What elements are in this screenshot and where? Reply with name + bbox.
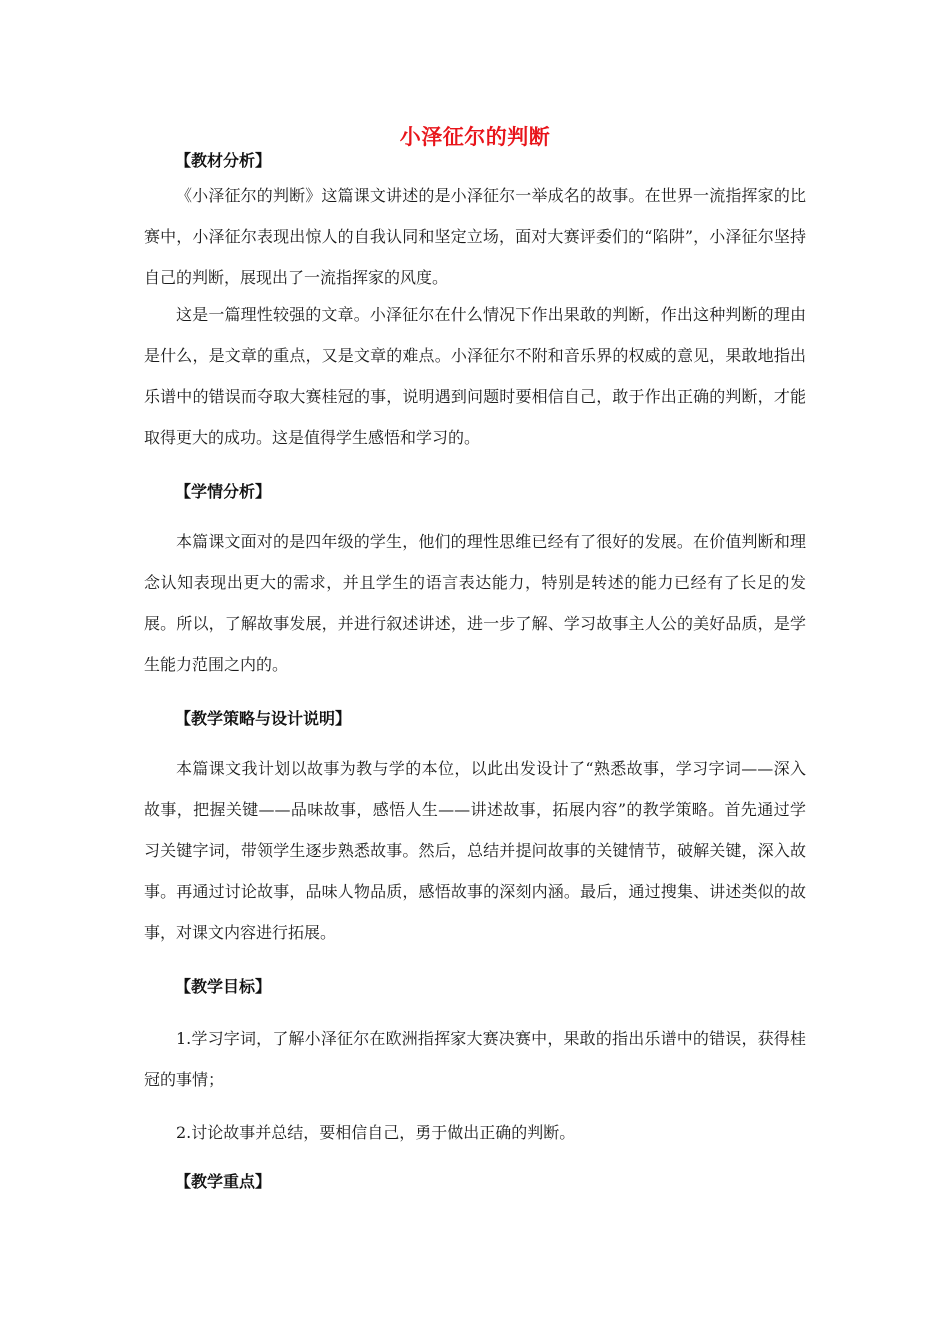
section-heading-student-analysis: 【学情分析】	[175, 482, 272, 501]
paragraph-teaching-goal-1: 1.学习字词，了解小泽征尔在欧洲指挥家大赛决赛中，果敢的指出乐谱中的错误，获得桂冠的事情；	[144, 1029, 806, 1089]
paragraph-textbook-analysis-1: 《小泽征尔的判断》这篇课文讲述的是小泽征尔一举成名的故事。在世界一流指挥家的比赛中，小泽征尔表现出惊人的自我认同和坚定立场，面对大赛评委们的“陷阱”，小泽征尔坚持自己的判断，展现出了一流指挥家的风度。	[144, 186, 806, 287]
paragraph-student-analysis: 本篇课文面对的是四年级的学生，他们的理性思维已经有了很好的发展。在价值判断和理念认知表现出更大的需求，并且学生的语言表达能力，特别是转述的能力已经有了长足的发展。所以，了解故事发展，并进行叙述讲述，进一步了解、学习故事主人公的美好品质，是学生能力范围之内的。	[144, 532, 806, 674]
section-heading-teaching-strategy: 【教学策略与设计说明】	[175, 709, 352, 728]
section-heading-textbook-analysis: 【教材分析】	[175, 151, 272, 170]
section-heading-teaching-goals: 【教学目标】	[175, 977, 272, 996]
document-title: 小泽征尔的判断	[399, 125, 551, 149]
section-heading-teaching-focus: 【教学重点】	[175, 1172, 272, 1191]
paragraph-teaching-strategy: 本篇课文我计划以故事为教与学的本位，以此出发设计了“熟悉故事，学习字词——深入故事，把握关键——品味故事，感悟人生——讲述故事，拓展内容”的教学策略。首先通过学习关键字词，带领学生逐步熟悉故事。然后，总结并提问故事的关键情节，破解关键，深入故事。再通过讨论故事，品味人物品质，感悟故事的深刻内涵。最后，通过搜集、讲述类似的故事，对课文内容进行拓展。	[144, 759, 806, 942]
paragraph-teaching-goal-2: 2.讨论故事并总结，要相信自己，勇于做出正确的判断。	[176, 1123, 576, 1142]
paragraph-textbook-analysis-2: 这是一篇理性较强的文章。小泽征尔在什么情况下作出果敢的判断，作出这种判断的理由是什么，是文章的重点，又是文章的难点。小泽征尔不附和音乐界的权威的意见，果敢地指出乐谱中的错误而夺取大赛桂冠的事，说明遇到问题时要相信自己，敢于作出正确的判断，才能取得更大的成功。这是值得学生感悟和学习的。	[144, 305, 806, 447]
